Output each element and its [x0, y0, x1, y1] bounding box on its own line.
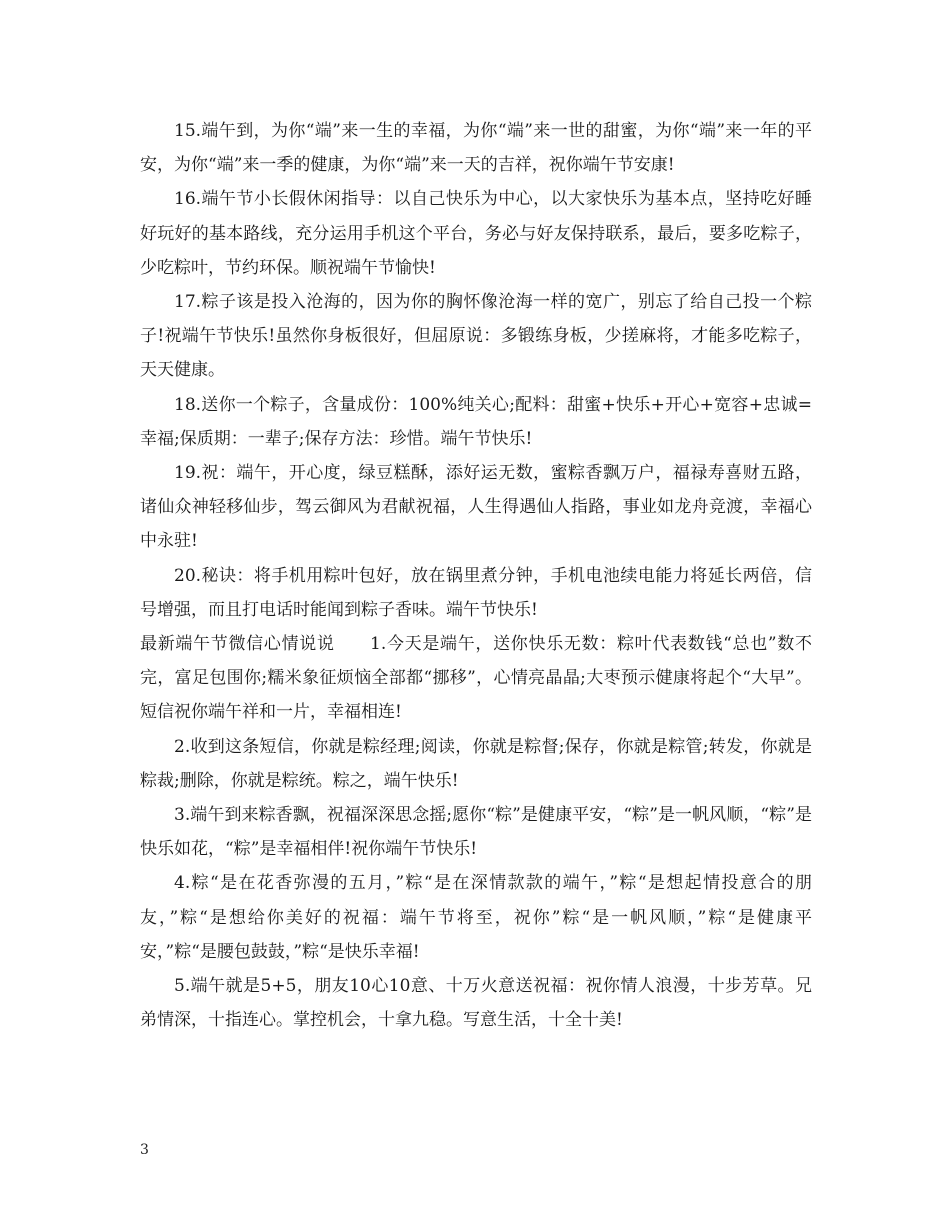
paragraph-17: 17.粽子该是投入沧海的，因为你的胸怀像沧海一样的宽广，别忘了给自己投一个粽子!祝端午节快乐!虽然你身板很好，但屈原说：多锻练身板，少搓麻将，才能多吃粽子，天天健康。	[140, 292, 812, 381]
paragraph-20: 20.秘诀：将手机用粽叶包好，放在锅里煮分钟，手机电池续电能力将延长两倍，信号增强，而且打电话时能闻到粽子香味。端午节快乐!	[140, 565, 812, 620]
paragraph-19: 19.祝：端午，开心度，绿豆糕酥，添好运无数，蜜粽香飘万户，福禄寿喜财五路，诸仙众神轻移仙步，驾云御风为君献祝福，人生得遇仙人指路，事业如龙舟竞渡，幸福心中永驻!	[140, 463, 812, 552]
paragraph-4: 4.粽“是在花香弥漫的五月，”粽“是在深情款款的端午，”粽“是想起情投意合的朋友，”粽“是想给你美好的祝福：端午节将至，祝你”粽“是一帆风顺，”粽“是健康平安，”粽“是腰包鼓鼓，”粽“是快乐幸福!	[140, 873, 812, 962]
paragraph-16: 16.端午节小长假休闲指导：以自己快乐为中心，以大家快乐为基本点，坚持吃好睡好玩好的基本路线，充分运用手机这个平台，务必与好友保持联系，最后，要多吃粽子，少吃粽叶，节约环保。顺祝端午节愉快!	[140, 189, 812, 278]
paragraph-2: 2.收到这条短信，你就是粽经理;阅读，你就是粽督;保存，你就是粽管;转发，你就是粽裁;删除，你就是粽统。粽之，端午快乐!	[140, 736, 812, 791]
paragraph-5: 5.端午就是5+5，朋友10心10意、十万火意送祝福：祝你情人浪漫，十步芳草。兄弟情深，十指连心。掌控机会，十拿九稳。写意生活，十全十美!	[140, 976, 812, 1031]
paragraph-15: 15.端午到，为你“端”来一生的幸福，为你“端”来一世的甜蜜，为你“端”来一年的平安，为你“端”来一季的健康，为你“端”来一天的吉祥，祝你端午节安康!	[140, 121, 812, 176]
paragraph-18: 18.送你一个粽子，含量成份：100%纯关心;配料：甜蜜+快乐+开心+宽容+忠诚=幸福;保质期：一辈子;保存方法：珍惜。端午节快乐!	[140, 394, 812, 449]
page-number: 3	[140, 1142, 149, 1158]
body-text	[140, 114, 812, 1037]
paragraph-3: 3.端午到来粽香飘，祝福深深思念摇;愿你“粽”是健康平安，“粽”是一帆风顺，“粽”是快乐如花，“粽”是幸福相伴!祝你端午节快乐!	[140, 805, 812, 860]
section-heading-paragraph-1: 最新端午节微信心情说说 1.今天是端午，送你快乐无数：粽叶代表数钱“总也”数不完，富足包围你;糯米象征烦恼全部都“挪移”，心情亮晶晶;大枣预示健康将起个“大早”。短信祝你端午祥和一片，幸福相连!	[140, 634, 812, 723]
